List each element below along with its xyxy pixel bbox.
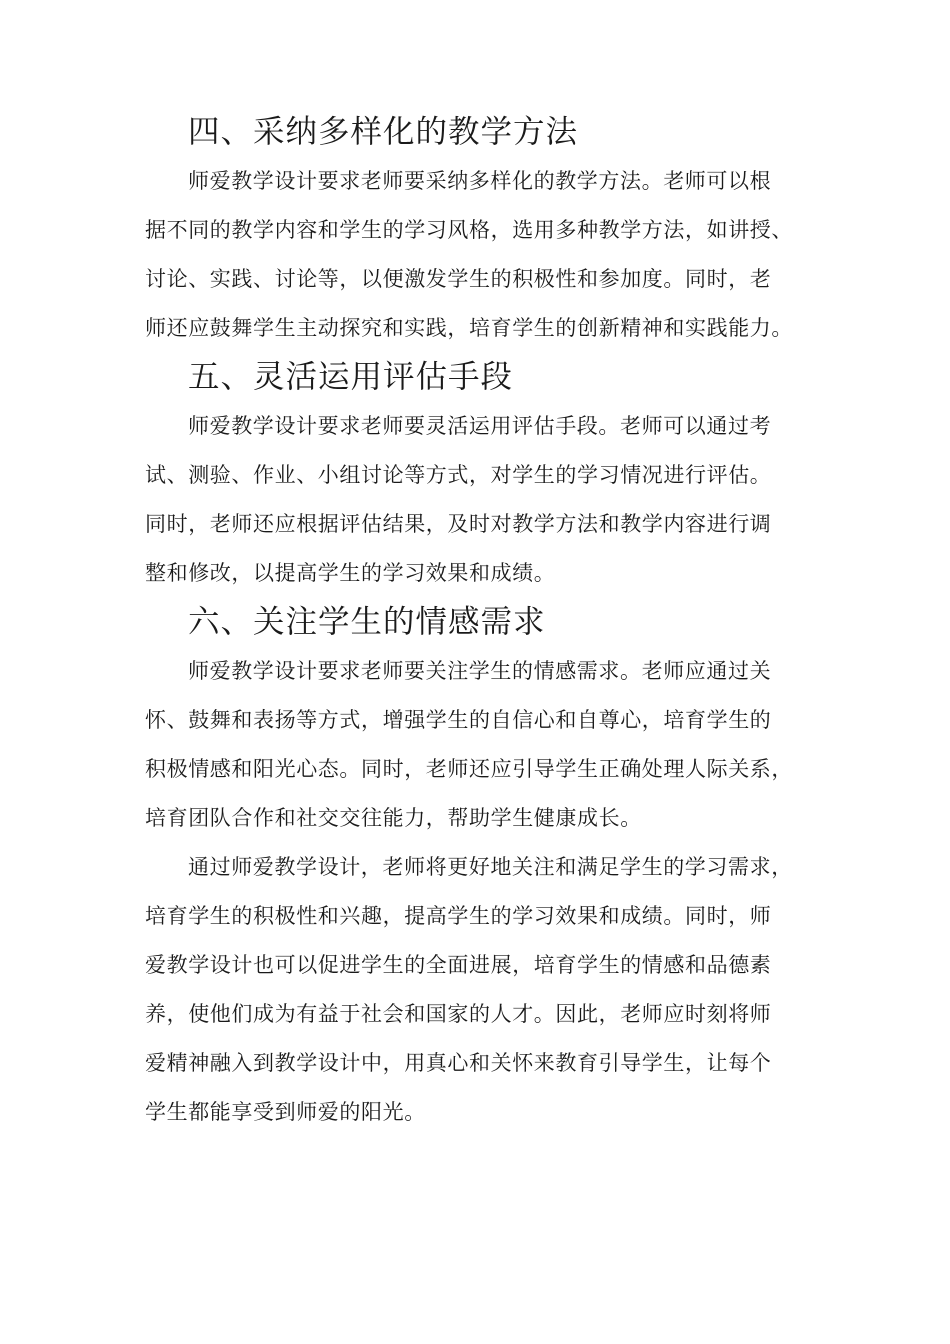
paragraph-line: 试、测验、作业、小组讨论等方式，对学生的学习情况进行评估。 [145,463,772,487]
paragraph-line: 养，使他们成为有益于社会和国家的人才。因此，老师应时刻将师 [145,1002,772,1026]
paragraph-line: 培育学生的积极性和兴趣，提高学生的学习效果和成绩。同时，师 [145,904,772,928]
paragraph-line: 讨论、实践、讨论等，以便激发学生的积极性和参加度。同时，老 [145,267,772,291]
paragraph-line: 积极情感和阳光心态。同时，老师还应引导学生正确处理人际关系， [145,757,793,781]
section-paragraph-5 [145,402,805,598]
section-heading-5: 五、灵活运用评估手段 [188,359,514,395]
paragraph-line: 同时，老师还应根据评估结果，及时对教学方法和教学内容进行调 [145,512,772,536]
paragraph-line: 爱精神融入到教学设计中，用真心和关怀来教育引导学生，让每个 [145,1051,772,1075]
paragraph-line: 据不同的教学内容和学生的学习风格，选用多种教学方法，如讲授、 [145,218,793,242]
section-heading-4: 四、采纳多样化的教学方法 [188,114,579,150]
paragraph-line: 整和修改，以提高学生的学习效果和成绩。 [145,561,556,585]
paragraph-line: 师爱教学设计要求老师要采纳多样化的教学方法。老师可以根 [188,169,772,193]
paragraph-line: 爱教学设计也可以促进学生的全面进展，培育学生的情感和品德素 [145,953,772,977]
paragraph-line: 师爱教学设计要求老师要灵活运用评估手段。老师可以通过考 [188,414,772,438]
paragraph-line: 通过师爱教学设计，老师将更好地关注和满足学生的学习需求， [188,855,793,879]
section-paragraph-6 [145,647,805,843]
paragraph-line: 怀、鼓舞和表扬等方式，增强学生的自信心和自尊心，培育学生的 [145,708,772,732]
section-heading-6: 六、关注学生的情感需求 [188,604,546,640]
paragraph-line: 师爱教学设计要求老师要关注学生的情感需求。老师应通过关 [188,659,772,683]
paragraph-line: 培育团队合作和社交交往能力，帮助学生健康成长。 [145,806,642,830]
section-paragraph-4 [145,157,805,353]
paragraph-line: 学生都能享受到师爱的阳光。 [145,1100,426,1124]
document-body [145,108,805,1137]
paragraph-line: 师还应鼓舞学生主动探究和实践，培育学生的创新精神和实践能力。 [145,316,793,340]
conclusion-paragraph [145,843,805,1137]
